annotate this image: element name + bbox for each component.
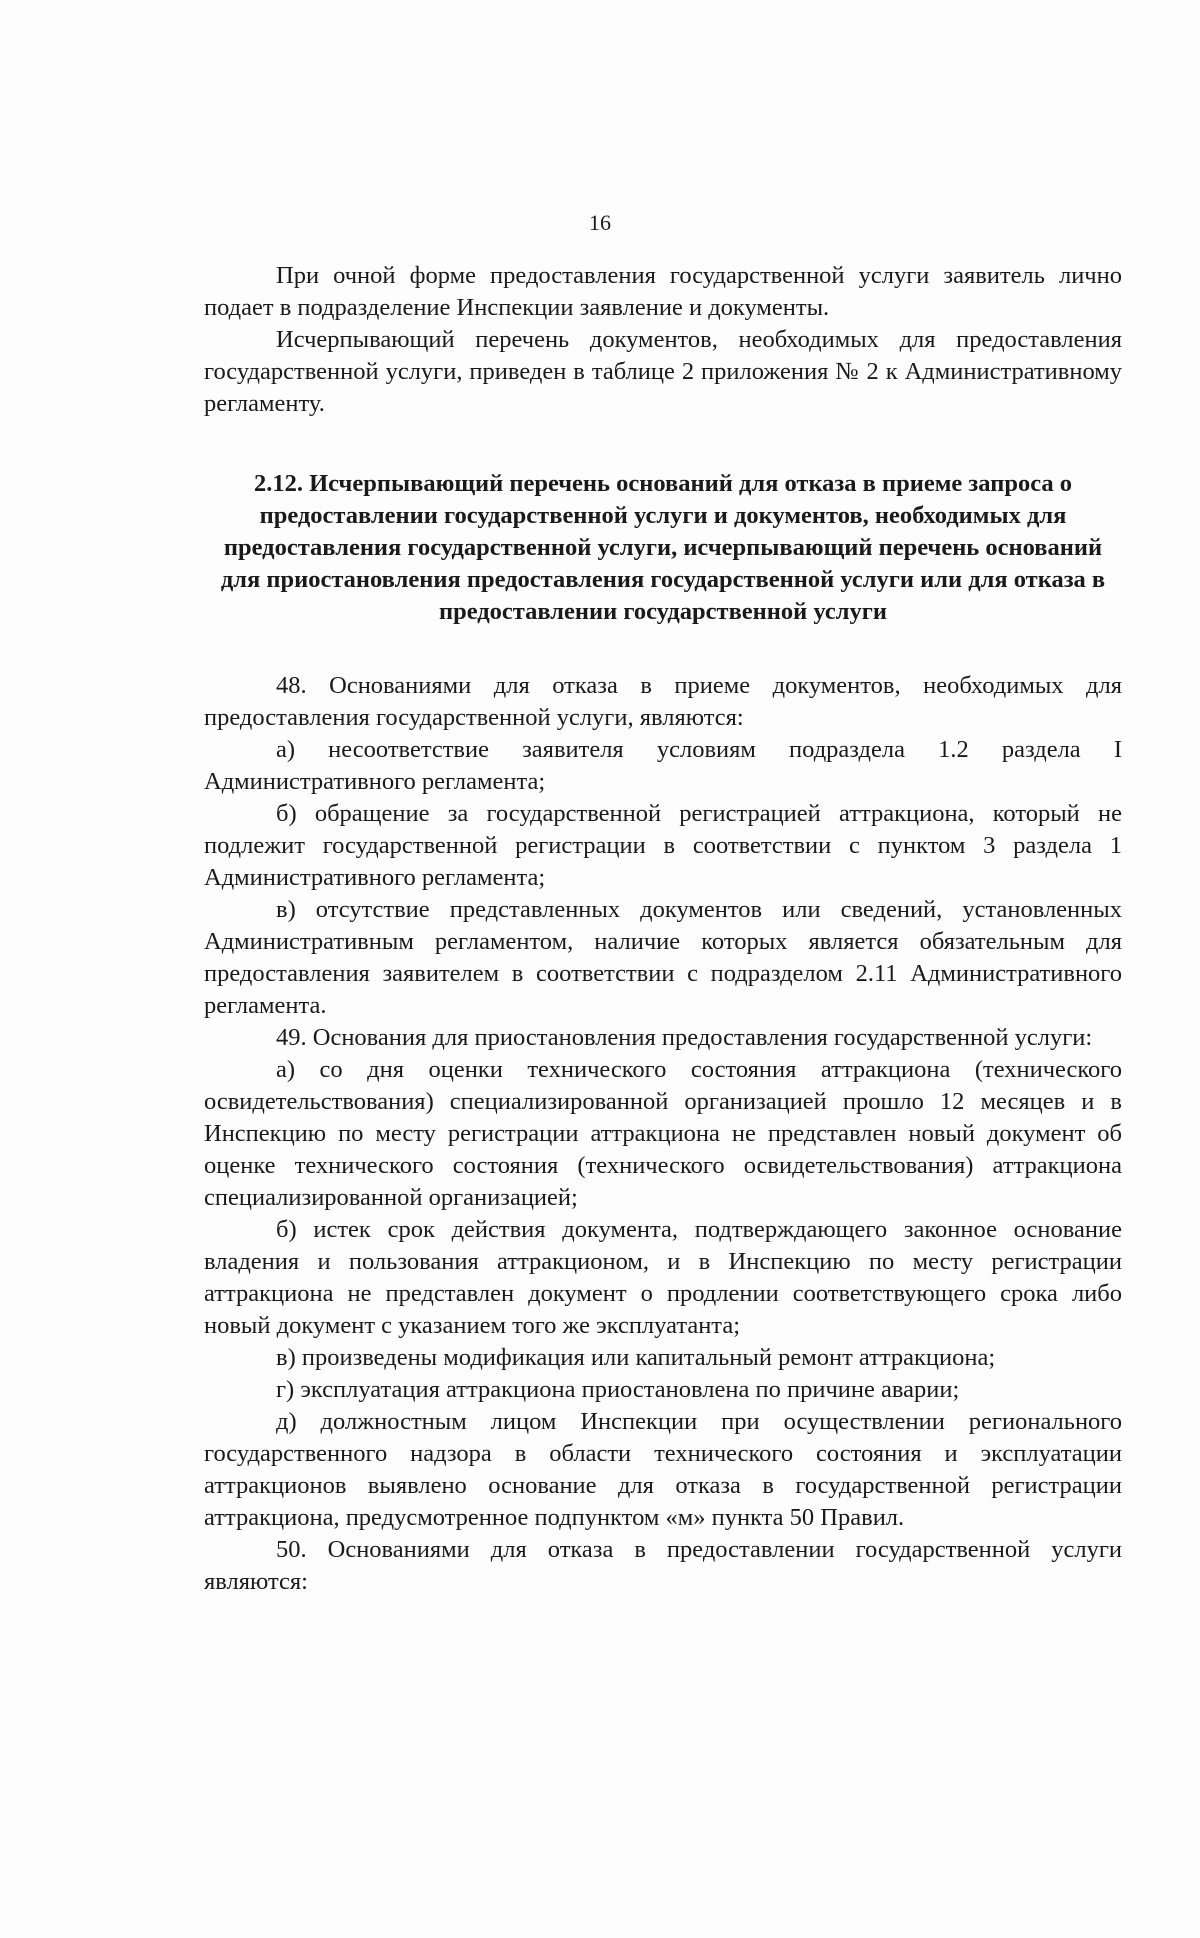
paragraph-48: 48. Основаниями для отказа в приеме документов, необходимых для предоставления государственной услуги, являются: bbox=[204, 672, 1122, 731]
list-item: а) несоответствие заявителя условиям подраздела 1.2 раздела I Административного регламента; bbox=[204, 736, 1122, 795]
intro-paragraph: Исчерпывающий перечень документов, необходимых для предоставления государственной услуги, приведен в таблице 2 приложения № 2 к Административному регламенту. bbox=[204, 326, 1122, 417]
section-heading: 2.12. Исчерпывающий перечень оснований для отказа в приеме запроса о предоставлении государственной услуги и документов, необходимых для предоставления государственной услуги, исчерпывающий перечень оснований для приостановления предоставления государственной услуги или для отказа в предоставлении государственной услуги bbox=[220, 470, 1106, 625]
document-body bbox=[204, 260, 1122, 1598]
paragraph-50: 50. Основаниями для отказа в предоставлении государственной услуги являются: bbox=[204, 1536, 1122, 1595]
list-item: в) произведены модификация или капитальный ремонт аттракциона; bbox=[276, 1344, 996, 1371]
list-item: г) эксплуатация аттракциона приостановлена по причине аварии; bbox=[276, 1376, 960, 1403]
list-item: а) со дня оценки технического состояния аттракциона (технического освидетельствования) специализированной организацией прошло 12 месяцев и в Инспекцию по месту регистрации аттракциона не представлен новый документ об оценке технического состояния (технического освидетельствования) аттракциона специализированной организацией; bbox=[204, 1056, 1122, 1211]
list-item: б) обращение за государственной регистрацией аттракциона, который не подлежит государственной регистрации в соответствии с пунктом 3 раздела 1 Административного регламента; bbox=[204, 800, 1122, 891]
list-item: д) должностным лицом Инспекции при осуществлении регионального государственного надзора в области технического состояния и эксплуатации аттракционов выявлено основание для отказа в государственной регистрации аттракциона, предусмотренное подпунктом «м» пункта 50 Правил. bbox=[204, 1408, 1122, 1531]
list-item: б) истек срок действия документа, подтверждающего законное основание владения и пользования аттракционом, и в Инспекцию по месту регистрации аттракциона не представлен документ о продлении соответствующего срока либо новый документ с указанием того же эксплуатанта; bbox=[204, 1216, 1122, 1339]
page-number: 16 bbox=[589, 210, 611, 235]
intro-paragraph: При очной форме предоставления государственной услуги заявитель лично подает в подразделение Инспекции заявление и документы. bbox=[204, 262, 1122, 321]
list-item: в) отсутствие представленных документов или сведений, установленных Административным регламентом, наличие которых является обязательным для предоставления заявителем в соответствии с подразделом 2.11 Административного регламента. bbox=[204, 896, 1122, 1019]
paragraph-49: 49. Основания для приостановления предоставления государственной услуги: bbox=[276, 1024, 1093, 1051]
